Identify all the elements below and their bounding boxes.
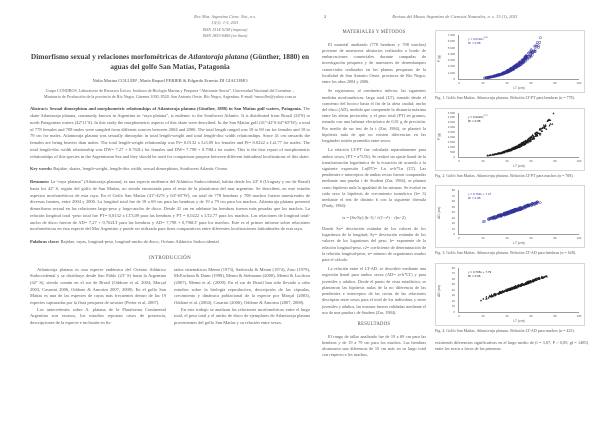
fig1-plot-area	[458, 35, 579, 80]
results-paragraph-1: El rango de tallas analizado fue de 19 a 69 cm para las hembras y de 19 a 79 cm para los machos. Las hembras alcanzaron una diferencia de 10 cm más en su largo total con respecto a los machos,	[322, 333, 426, 358]
journal-issue: 13(1): 1-5, 2011	[211, 20, 239, 26]
intro-col2-paragraph-1: tados sistemáticos Menni (1973), Sadowski & Menni (1974), Zaro (1979), McEachran & Dunn (1998), Menni & Stehmann (2000), Menni & Lucifora (2007), Menni et al. (2009). En el sur de Brasil han sido llevado a cabo estudios sobre la biología reproductiva, descripción de las cápsulas, crecimiento y dinámica poblacional de la especie por Marçal (2003), Oddone et al. (2004), Casarini (2006), Oddone & Amorim (2007, 2008).	[174, 266, 310, 306]
intro-heading: INTRODUCCIÓN	[148, 255, 192, 261]
fig3-x-axis-label: LT (cm)	[513, 241, 525, 246]
fig3-plot-area	[458, 190, 579, 235]
fig2-plot-area	[458, 113, 579, 158]
fig2-x-axis-label: LT (cm)	[513, 163, 525, 168]
fig1-x-axis-label: LT (cm)	[513, 86, 525, 90]
palabras-body: Rajidae, rayas, longitud-peso, longitud-ancho de disco, Océano Atlántico Sudoccidental.	[60, 239, 220, 245]
abstract-label: Abstract: Sexual dimorphism and morphometric relationships of Atlantoraja platana (Günther, 1880) in San Matías gulf waters, Patagonia.	[30, 106, 302, 112]
methods-paragraph-5: La relación entre el LT-AD, se describió mediante una regresión lineal para ambos sexos (AD= a+b*LT) y para juveniles y adultos. Desde el punto de vista estadístico, se plantearon las hipótesis nulas de la no diferencia de las pendientes e interceptos de las rectas de las relaciones descriptas entre sexos para el total de los individuos y entre juveniles y adultos, las mismas fueron validadas mediante el uso de una prueba t de Student (Zar, 1984).	[322, 266, 426, 315]
fig4-chart	[435, 263, 585, 326]
intro-column-1	[30, 267, 166, 327]
intro-columns	[30, 267, 310, 327]
journal-name: Rev. Mus. Argentino Cienc. Nat., n.s.	[194, 14, 256, 19]
fig4-y-axis-label: AD (cm)	[437, 284, 441, 297]
fig3-y-ticks: 0 10 20 30 40 50 60 70 80	[451, 188, 455, 237]
results-continuation: existiendo diferencias significativas en el largo medio de (t = 3,07; P < 0,05; gl = 1485) entre los sexos a favor de las primeras.	[435, 340, 588, 352]
paper-page-2	[322, 14, 588, 426]
running-title: Revista del Museo Argentino de Ciencias Naturales, n. s. 13 (1), 2011	[392, 14, 518, 19]
journal-issn-online: ISSN 1853-0400 (en línea)	[202, 32, 248, 38]
intro-col2-paragraph-2: En este trabajo se analizan las relaciones morfométricas entre el largo total, el peso total y el ancho de disco de ejemplares de Atlantoraja platana provenientes del golfo San Matías y su relación entre sexos.	[174, 306, 310, 326]
resumen-label: Resumen:	[30, 179, 50, 185]
fig3-caption: Fig. 3. Golfo San Matías. Atlantoraja platana. Relación LT-AD para hembras (n = 628).	[435, 250, 577, 256]
intro-col1-paragraph-2: Los antecedentes sobre A. platana de la Plataforma Continental Argentina son escasos, los estudios reportan casos de presencia, descripciones de la especie e inclusión en lis-	[30, 306, 166, 326]
fig1-caption: Fig. 1. Golfo San Matías. Atlantoraja platana. Relación LT-PT para hembras (n = 778).	[435, 95, 575, 100]
methods-heading: MATERIALES Y MÉTODOS	[342, 30, 406, 35]
fig3-chart	[435, 185, 585, 248]
fig4-x-ticks: 0 20 40 60 80 100	[458, 313, 582, 318]
fig2-x-ticks: 0 20 40 60 80 100	[458, 158, 582, 163]
results-heading: RESULTADOS	[357, 321, 391, 327]
journal-header	[140, 14, 310, 39]
figure-2	[435, 108, 588, 179]
fig4-x-axis-label: LT (cm)	[513, 318, 525, 323]
t-test-equation: ts = (Sx/Sy)·|b−3| / √(1−r²) · √(n−2)	[342, 214, 406, 220]
methods-column	[322, 30, 426, 362]
keywords-label: Key words:	[30, 166, 53, 172]
affiliation: Grupo CONDROS. Laboratorio de Recursos Ícticos. Instituto de Biología Marina y Pesquera “Almirante Storni”, Universidad Nacional del Comahue – Ministerio de Producción de la provincia de Río Negro, Güemes 1030, 8520. San Antonio Oeste, Río Negro, Argentina. E-mail: ¹nmcoller@yahoo.com.ar	[43, 88, 297, 100]
fig3-r-squared: R² = 0.98	[468, 196, 481, 201]
fig2-y-ticks: 0 500 1.000 1.500 2.000 2.500 3.000 3.500 4.000 4.500	[447, 110, 455, 159]
fig1-equation: $y = 0.0132x^{3.09}$ R² = 0.98	[468, 37, 488, 46]
authors-line: Nidia Marina COLLER¹, María Raquel PERIER & Edgardo Ernesto DI GIACOMO	[92, 78, 248, 84]
paper-title: Dimorfismo sexual y relaciones morfométricas de Atlantoraja platana (Günther, 1880) en aguas del golfo San Matías, Patagonia	[30, 52, 310, 71]
fig4-caption: Fig. 4. Golfo San Matías. Atlantoraja platana. Relación LT-AD para machos (n = 423).	[435, 327, 575, 333]
keywords-body: Rajidae, skates, length-weight, length-disc width, sexual dimorphism, Southwest Atlantic Ocean.	[53, 166, 228, 172]
fig1-chart	[435, 30, 585, 93]
fig2-caption: Fig. 2. Golfo San Matías. Atlantoraja platana. Relación LT-PT para machos (n = 708).	[435, 172, 574, 178]
fig2-y-axis-label: P (g)	[437, 131, 441, 140]
figure-1	[435, 30, 588, 101]
fig3-y-axis-label: AD (cm)	[437, 206, 441, 220]
running-header	[322, 14, 588, 19]
palabras-label: Palabras clave:	[30, 239, 60, 245]
methods-paragraph-1: El material analizado (778 hembras y 708 machos) proviene de muestreos aleatorios realizados a bordo de embarcaciones comerciales durante campañas de investigación pesquera y de muestreos de desembarques comerciales realizados en las plantas pesqueras de la localidad de San Antonio Oeste, provincia de Río Negro, entre los años 2004 y 2006.	[322, 41, 426, 85]
journal-issn-print: ISSN 1514-5158 (impresa)	[202, 26, 248, 32]
paper-page-1	[30, 14, 310, 426]
fig3-equation: y = 0.762x + 7.27 R² = 0.98	[468, 192, 492, 201]
fig4-y-ticks: 0 10 20 30 40 50 60 70 80	[451, 265, 455, 314]
figure-4	[435, 263, 588, 334]
fig2-r-squared: R² = 0.98	[468, 118, 481, 123]
fig4-r-squared: R² = 0.96	[468, 273, 481, 278]
resumen	[30, 179, 310, 233]
fig1-y-axis-label: P (g)	[437, 54, 441, 62]
methods-paragraph-2: Se registraron, al centímetro inferior, las siguientes medidas morfométricas: largo total (LT), tomado desde el comienzo del hocico hasta el fin de la aleta caudal; ancho del disco (AD), medida que comprende la distancia máxima entre las aletas pectorales; y el peso total (PT) en gramos, tomado con una balanza electrónica de 0,01 g de precisión. Por medio de un test de la t (Zar, 1984), se planteó la hipótesis nula de que no existen diferencias en las longitudes totales promedio entre sexos.	[322, 88, 426, 144]
keywords	[30, 166, 310, 173]
fig1-x-ticks: 0 20 40 60 80 100	[458, 81, 582, 85]
abstract-body: The skate Atlantoraja platana, commonly known in Argentina as “raya platana”, is endemic to the Southwest Atlantic. It is distributed from Brazil (24ºS) to north Patagonian waters (42º11’S). In this study the morphometric aspects of this skate were described. In the San Matías gulf (41º-42ºS 64º-65ºW), a total of 778 females and 708 males were sampled from different sources between 2004 and 2006. The total length ranged was 18 to 69 cm for females and 18 to 79 cm for males. Atlantoraja platana was sexually dimorphic in total length-weight and total length-disc width relationships. Since 41 cm onwards the females are being heavier than males. The total length-weight relationship was Pt= 0.0132 x Lt3.09 for females and Pt= 0.0222 x Lt2.77 for males. The total length-disc width relationship was DW= 7.27 + 0.762Lt for females and DW= 7.798 + 0.796Lt for males. This is the first report of morphometric relationships of this species in the Argentinean Sea and they should be used for comparison purpose between different latitudinal localizations of this skate.	[30, 106, 310, 159]
figure-3	[435, 185, 588, 256]
fig3-x-ticks: 0 20 40 60 80 100	[458, 236, 582, 241]
fig2-equation: $y = 0.0222x^{2.77}$ R² = 0.98	[468, 114, 488, 123]
fig4-equation: y = 0.796x + 7.79 R² = 0.96	[468, 269, 492, 278]
methods-paragraph-4: Donde Sx= desviación estándar de los valores de los logaritmos de la longitud; Sy= desviación estándar de los valores de los logaritmos del peso, b= exponente de la relación longitud-peso, r2= coeficiente de determinación de la relación longitud-peso; n= número de organismos usados para el cálculo.	[322, 225, 426, 262]
figures-column	[435, 30, 588, 362]
palabras-clave	[30, 239, 310, 246]
fig1-r-squared: R² = 0.98	[468, 41, 481, 46]
abstract	[30, 106, 310, 160]
fig4-plot-area	[458, 268, 579, 313]
page-number: 2	[324, 14, 327, 19]
intro-col1-paragraph-1: Atlantoraja platana es una especie endémica del Océano Atlántico Sudoccidental y se distribuye desde Sao Pablo (23º S) hasta la Argentina (42º S), siendo común en el sur de Brasil (Oddone et al. 2004, Marçal 2003, Casarini 2006, Oddone & Amorim 2007, 2008). En el golfo San Matías es una de las especies de rayas más frecuentes dentro de las 19 especies capturadas por la flota pesquera de arrastre (Perier et al. 2007).	[30, 266, 166, 306]
resumen-body: La “raya platana” (Atlantoraja platana), es una especie endémica del Atlántico Sudoccidental, habita desde los 24º S (Uruguay y sur de Brasil) hasta los 42º S, región del golfo de San Matías, no siendo encontrada para el resto de la plataforma del mar argentino. Se describen, en este estudio aspectos morfométricos de esta raya. En el Golfo San Matías (41º-42ºS y 64º-65ºW), un total de 778 hembras y 708 machos fueron muestreados de diversas fuentes, entre 2004 y 2006. La longitud total fue de 18 a 69 cm para las hembras y de 19 a 79 cm para los machos. Atlantoraja platana presentó dimorfismo sexual en las relaciones largo-peso y largo-ancho de disco. Desde 41 cm en adelante las hembras fueron más pesadas que los machos. La relación longitud total -peso total fue PT= 0,0132 x LT3,09 para las hembras y PT = 0,0222 x LT2,77 para los machos. Las relaciones de longitud total-ancho de disco fueron de AD= 7,27 + 0,762LT para las hembras y AD= 7,798 + 0,796LT para los machos. Este es el primer informe sobre relaciones morfométricas en esta especie del Mar Argentino y puede ser utilizada para fines comparativos entre diferentes localizaciones latitudinales de esta raya.	[30, 179, 310, 232]
fig2-chart	[435, 108, 585, 171]
methods-paragraph-3: La relación LT-PT fue calculada separadamente para ambos sexos, (PT = a*LTb). Se realizó un ajuste lineal de la transformación logarítmica de la ecuación de acuerdo a la siguiente expresión Ln(PT)= Ln a+b*Ln (LT). Las pendientes e interceptos de ambas rectas fueron comparadas mediante una prueba t de Student (Zar, 1984), se planteó como hipótesis nula la igualdad de las mismas. Se evaluó en cada sexo la hipótesis de crecimiento isométrico (b= 3) mediante el test de distinto b con la siguiente fórmula (Pauly, 1984):	[322, 147, 426, 209]
intro-column-2	[174, 267, 310, 327]
fig1-y-ticks: 0 1.000 2.000 3.000 4.000 5.000 6.000 7.000	[447, 33, 455, 81]
